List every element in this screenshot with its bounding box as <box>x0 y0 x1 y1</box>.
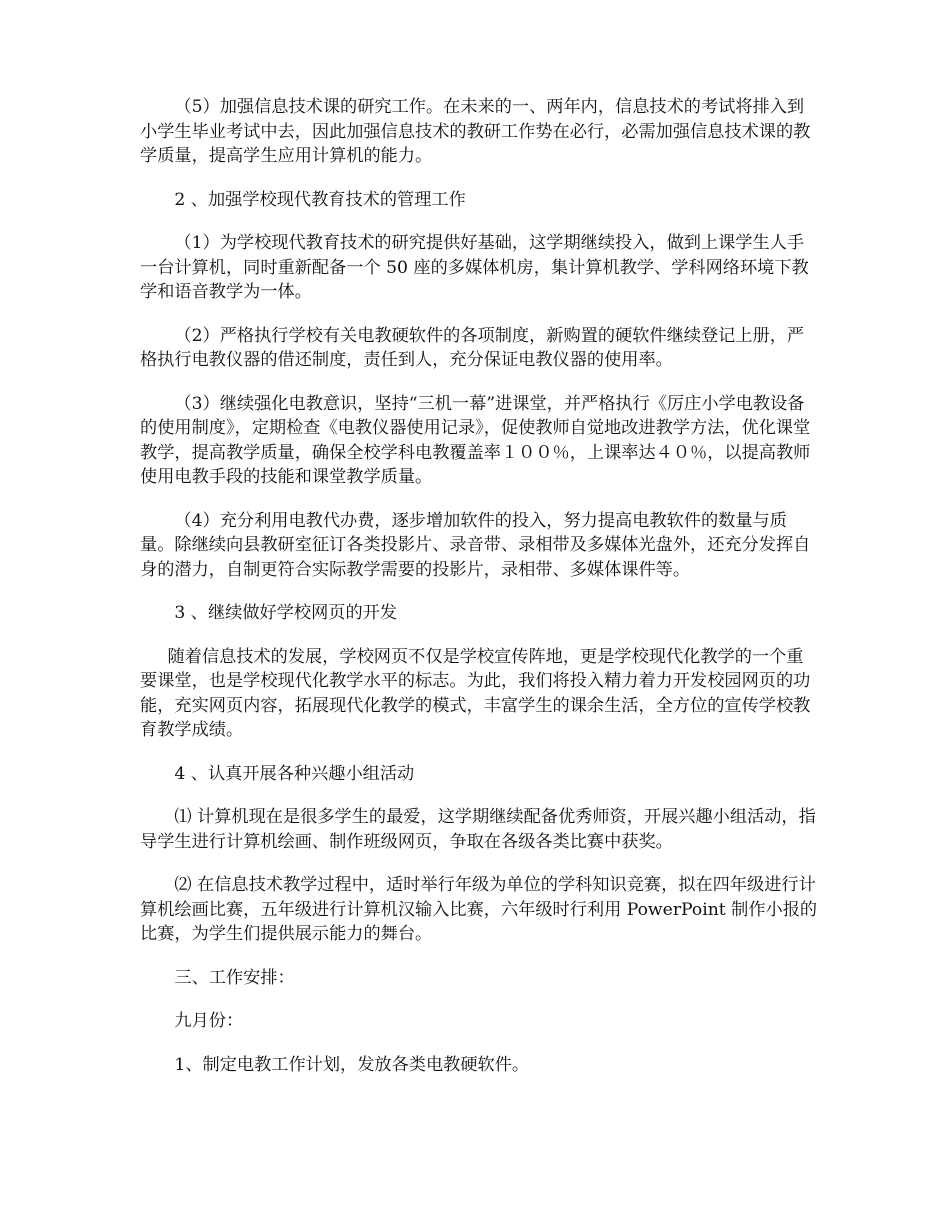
paragraph-computer-club: ⑴ 计算机现在是很多学生的最爱，这学期继续配备优秀师资，开展兴趣小组活动，指导学生进行计算机绘画、制作班级网页，争取在各级各类比赛中获奖。 <box>140 807 816 852</box>
paragraph-equipment-rules: （2）严格执行学校有关电教硬软件的各项制度，新购置的硬软件继续登记上册，严格执行电教仪器的借还制度，责任到人，充分保证电教仪器的使用率。 <box>140 325 805 370</box>
paragraph-software-investment: （4）充分利用电教代办费，逐步增加软件的投入，努力提高电教软件的数量与质量。除继续向县教研室征订各类投影片、录音带、录相带及多媒体光盘外，还充分发挥自身的潜力，自制更符合实际教学需要的投影片，录相带、多媒体课件等。 <box>140 510 811 580</box>
paragraph-september-item-1: 1、制定电教工作计划，发放各类电教硬软件。 <box>174 1054 530 1075</box>
heading-management-work: 2 、加强学校现代教育技术的管理工作 <box>174 189 466 210</box>
paragraph-knowledge-contest: ⑵ 在信息技术教学过程中，适时举行年级为单位的学科知识竞赛，拟在四年级进行计算机绘画比赛，五年级进行计算机汉输入比赛，六年级时行利用 PowerPoint 制作小报的比赛，为学生们提供展示能力的舞台。 <box>140 875 818 944</box>
paragraph-computer-room: （1）为学校现代教育技术的研究提供好基础，这学期继续投入，做到上课学生人手一台计算机，同时重新配备一个 50 座的多媒体机房，集计算机教学、学科网络环境下教学和语音教学为一体。 <box>140 233 809 302</box>
heading-school-webpage: 3 、继续做好学校网页的开发 <box>174 603 398 623</box>
paragraph-av-awareness: （3）继续强化电教意识，坚持“三机一幕”进课堂，并严格执行《厉庄小学电教设备的使用制度》，定期检查《电教仪器使用记录》，促使教师自觉地改进教学方法，优化课堂教学，提高教学质量，确保全校学科电教覆盖率１００％，上课率达４０％，以提高教师使用电教手段的技能和课堂教学质量。 <box>140 393 811 487</box>
paragraph-webpage-development: 随着信息技术的发展，学校网页不仅是学校宣传阵地，更是学校现代化教学的一个重要课堂，也是学校现代化教学水平的标志。为此，我们将投入精力着力开发校园网页的功能，充实网页内容，拓展现代化教学的模式，丰富学生的课余生活，全方位的宣传学校教育教学成绩。 <box>140 646 811 740</box>
paragraph-strengthen-it-research: （5）加强信息技术课的研究工作。在未来的一、两年内，信息技术的考试将排入到小学生毕业考试中去，因此加强信息技术的教研工作势在必行，必需加强信息技术课的教学质量，提高学生应用计算机的能力。 <box>140 97 811 166</box>
heading-work-schedule: 三、工作安排： <box>174 967 295 988</box>
heading-september: 九月份： <box>174 1011 244 1031</box>
heading-interest-groups: 4 、认真开展各种兴趣小组活动 <box>174 763 415 784</box>
